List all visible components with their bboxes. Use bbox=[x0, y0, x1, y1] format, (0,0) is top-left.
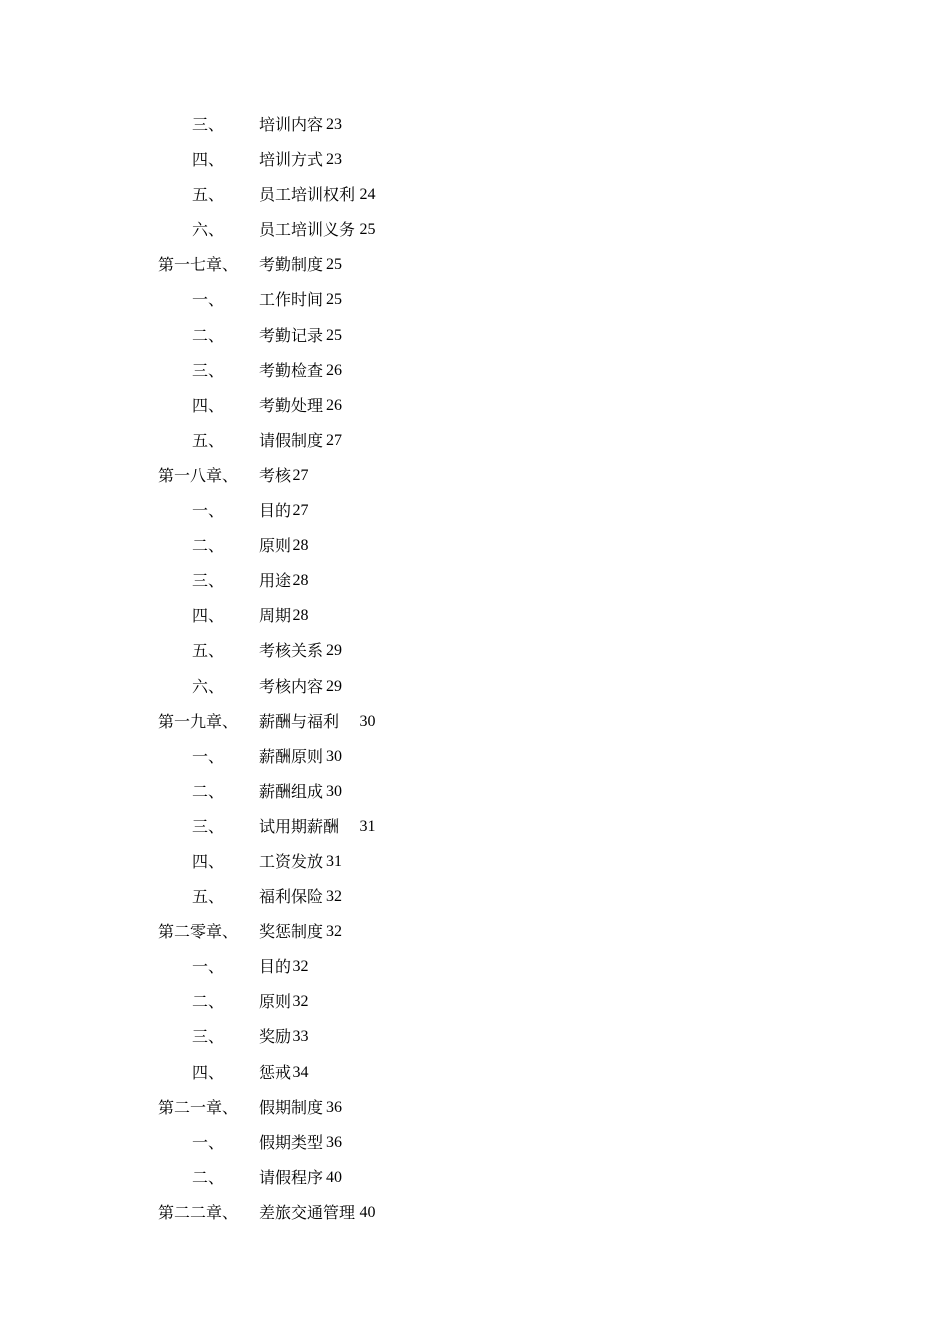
toc-entry-title: 福利保险 bbox=[259, 887, 324, 907]
toc-entry-title: 培训内容 bbox=[259, 115, 324, 134]
toc-entry-title: 培训方式 bbox=[259, 150, 324, 170]
toc-entry-number: 三、 bbox=[192, 1027, 225, 1047]
toc-entry-page-number: 26 bbox=[326, 396, 342, 414]
toc-entry-title: 考勤制度 bbox=[259, 255, 324, 275]
toc-entry-page-number: 36 bbox=[326, 1098, 342, 1116]
toc-chapter-entry[interactable] bbox=[0, 247, 950, 282]
toc-entry-number: 五、 bbox=[192, 185, 225, 205]
toc-entry-number: 一、 bbox=[192, 746, 225, 766]
toc-entry-title: 考核内容 bbox=[259, 676, 324, 696]
toc-entry-title: 考核关系 bbox=[259, 641, 324, 661]
toc-section-entry[interactable] bbox=[0, 388, 950, 423]
toc-entry-page-number: 30 bbox=[359, 712, 376, 730]
toc-entry-number: 四、 bbox=[192, 150, 225, 170]
toc-entry-title: 目的 bbox=[259, 957, 292, 977]
toc-section-entry[interactable] bbox=[0, 809, 950, 844]
toc-entry-title: 工作时间 bbox=[259, 290, 324, 310]
toc-section-entry[interactable] bbox=[0, 949, 950, 984]
toc-entry-title: 员工培训义务 bbox=[259, 220, 356, 240]
toc-entry-page-number: 32 bbox=[326, 888, 342, 906]
toc-section-entry[interactable] bbox=[0, 318, 950, 353]
toc-entry-page-number: 32 bbox=[292, 958, 309, 976]
toc-entry-number: 五、 bbox=[192, 887, 225, 907]
toc-entry-number: 第一九章、 bbox=[158, 711, 239, 731]
toc-entry-number: 四、 bbox=[192, 606, 225, 626]
toc-entry-page-number: 27 bbox=[292, 466, 309, 484]
toc-entry-number: 二、 bbox=[192, 781, 225, 801]
toc-entry-title: 假期制度 bbox=[259, 1097, 324, 1117]
toc-entry-title: 假期类型 bbox=[259, 1132, 324, 1152]
toc-chapter-entry[interactable] bbox=[0, 704, 950, 739]
toc-entry-title: 请假程序 bbox=[259, 1167, 324, 1187]
toc-entry-page-number: 29 bbox=[326, 677, 342, 695]
toc-section-entry[interactable] bbox=[0, 107, 950, 142]
toc-chapter-entry[interactable] bbox=[0, 1195, 950, 1230]
toc-entry-page-number: 24 bbox=[359, 186, 376, 204]
toc-entry-title: 目的 bbox=[259, 501, 292, 521]
toc-entry-page-number: 26 bbox=[326, 361, 342, 379]
toc-entry-page-number: 23 bbox=[326, 151, 342, 169]
toc-entry-page-number: 36 bbox=[326, 1133, 342, 1151]
toc-entry-title: 奖励 bbox=[259, 1027, 292, 1047]
toc-entry-title: 考核 bbox=[259, 465, 292, 485]
toc-section-entry[interactable] bbox=[0, 528, 950, 563]
toc-entry-title: 周期 bbox=[259, 606, 292, 626]
toc-section-entry[interactable] bbox=[0, 423, 950, 458]
toc-entry-number: 二、 bbox=[192, 1167, 225, 1187]
toc-entry-page-number: 25 bbox=[326, 256, 342, 274]
toc-section-entry[interactable] bbox=[0, 1055, 950, 1090]
toc-entry-page-number: 31 bbox=[359, 817, 376, 835]
toc-entry-title: 考勤记录 bbox=[259, 325, 324, 345]
toc-entry-title: 试用期薪酬 bbox=[259, 816, 340, 836]
toc-entry-page-number: 28 bbox=[292, 607, 309, 625]
toc-section-entry[interactable] bbox=[0, 879, 950, 914]
toc-entry-page-number: 29 bbox=[326, 642, 342, 660]
toc-entry-title: 考勤处理 bbox=[259, 395, 324, 415]
toc-section-entry[interactable] bbox=[0, 353, 950, 388]
toc-section-entry[interactable] bbox=[0, 739, 950, 774]
table-of-contents bbox=[0, 107, 950, 1230]
toc-entry-number: 二、 bbox=[192, 325, 225, 345]
toc-entry-number: 四、 bbox=[192, 395, 225, 415]
toc-entry-page-number: 23 bbox=[326, 116, 342, 133]
toc-entry-page-number: 25 bbox=[326, 291, 342, 309]
toc-section-entry[interactable] bbox=[0, 633, 950, 668]
toc-entry-title: 考勤检查 bbox=[259, 360, 324, 380]
toc-entry-number: 第二二章、 bbox=[158, 1202, 239, 1222]
toc-entry-page-number: 30 bbox=[326, 782, 342, 800]
toc-entry-number: 四、 bbox=[192, 851, 225, 871]
toc-entry-page-number: 32 bbox=[292, 993, 309, 1011]
toc-section-entry[interactable] bbox=[0, 493, 950, 528]
toc-entry-number: 第一八章、 bbox=[158, 465, 239, 485]
toc-entry-number: 一、 bbox=[192, 290, 225, 310]
toc-entry-number: 一、 bbox=[192, 501, 225, 521]
toc-entry-number: 六、 bbox=[192, 676, 225, 696]
toc-section-entry[interactable] bbox=[0, 212, 950, 247]
toc-section-entry[interactable] bbox=[0, 984, 950, 1019]
toc-section-entry[interactable] bbox=[0, 177, 950, 212]
toc-chapter-entry[interactable] bbox=[0, 1090, 950, 1125]
toc-entry-page-number: 28 bbox=[292, 537, 309, 555]
toc-entry-number: 四、 bbox=[192, 1062, 225, 1082]
toc-entry-number: 第二一章、 bbox=[158, 1097, 239, 1117]
toc-entry-number: 三、 bbox=[192, 816, 225, 836]
toc-entry-page-number: 27 bbox=[292, 502, 309, 520]
toc-entry-page-number: 30 bbox=[326, 747, 342, 765]
toc-entry-number: 五、 bbox=[192, 641, 225, 661]
toc-entry-title: 差旅交通管理 bbox=[259, 1202, 356, 1222]
toc-section-entry[interactable] bbox=[0, 598, 950, 633]
toc-entry-page-number: 25 bbox=[326, 326, 342, 344]
toc-entry-number: 六、 bbox=[192, 220, 225, 240]
toc-entry-number: 第一七章、 bbox=[158, 255, 239, 275]
toc-entry-page-number: 32 bbox=[326, 923, 342, 941]
toc-section-entry[interactable] bbox=[0, 282, 950, 317]
toc-section-entry[interactable] bbox=[0, 563, 950, 598]
toc-section-entry[interactable] bbox=[0, 774, 950, 809]
toc-entry-number: 第二零章、 bbox=[158, 922, 239, 942]
toc-entry-title: 原则 bbox=[259, 536, 292, 556]
toc-entry-title: 薪酬原则 bbox=[259, 746, 324, 766]
toc-section-entry[interactable] bbox=[0, 1125, 950, 1160]
toc-entry-page-number: 33 bbox=[292, 1028, 309, 1046]
toc-entry-title: 原则 bbox=[259, 992, 292, 1012]
toc-entry-page-number: 25 bbox=[359, 221, 376, 239]
toc-entry-number: 一、 bbox=[192, 957, 225, 977]
toc-section-entry[interactable] bbox=[0, 1160, 950, 1195]
toc-entry-number: 三、 bbox=[192, 115, 225, 134]
toc-section-entry[interactable] bbox=[0, 669, 950, 704]
toc-chapter-entry[interactable] bbox=[0, 458, 950, 493]
toc-entry-page-number: 27 bbox=[326, 431, 342, 449]
toc-entry-number: 二、 bbox=[192, 992, 225, 1012]
toc-entry-number: 一、 bbox=[192, 1132, 225, 1152]
toc-entry-page-number: 28 bbox=[292, 572, 309, 590]
toc-entry-title: 惩戒 bbox=[259, 1062, 292, 1082]
toc-entry-title: 薪酬与福利 bbox=[259, 711, 340, 731]
toc-entry-page-number: 40 bbox=[359, 1203, 376, 1221]
toc-entry-title: 请假制度 bbox=[259, 430, 324, 450]
toc-entry-number: 二、 bbox=[192, 536, 225, 556]
toc-entry-page-number: 40 bbox=[326, 1168, 342, 1186]
toc-entry-title: 工资发放 bbox=[259, 851, 324, 871]
toc-entry-page-number: 34 bbox=[292, 1063, 309, 1081]
toc-entry-title: 奖惩制度 bbox=[259, 922, 324, 942]
toc-entry-title: 用途 bbox=[259, 571, 292, 591]
toc-entry-number: 三、 bbox=[192, 360, 225, 380]
toc-entry-number: 三、 bbox=[192, 571, 225, 591]
toc-entry-number: 五、 bbox=[192, 430, 225, 450]
toc-entry-title: 员工培训权利 bbox=[259, 185, 356, 205]
toc-chapter-entry[interactable] bbox=[0, 914, 950, 949]
toc-section-entry[interactable] bbox=[0, 1019, 950, 1054]
toc-entry-title: 薪酬组成 bbox=[259, 781, 324, 801]
toc-section-entry[interactable] bbox=[0, 844, 950, 879]
toc-section-entry[interactable] bbox=[0, 142, 950, 177]
toc-entry-page-number: 31 bbox=[326, 852, 342, 870]
